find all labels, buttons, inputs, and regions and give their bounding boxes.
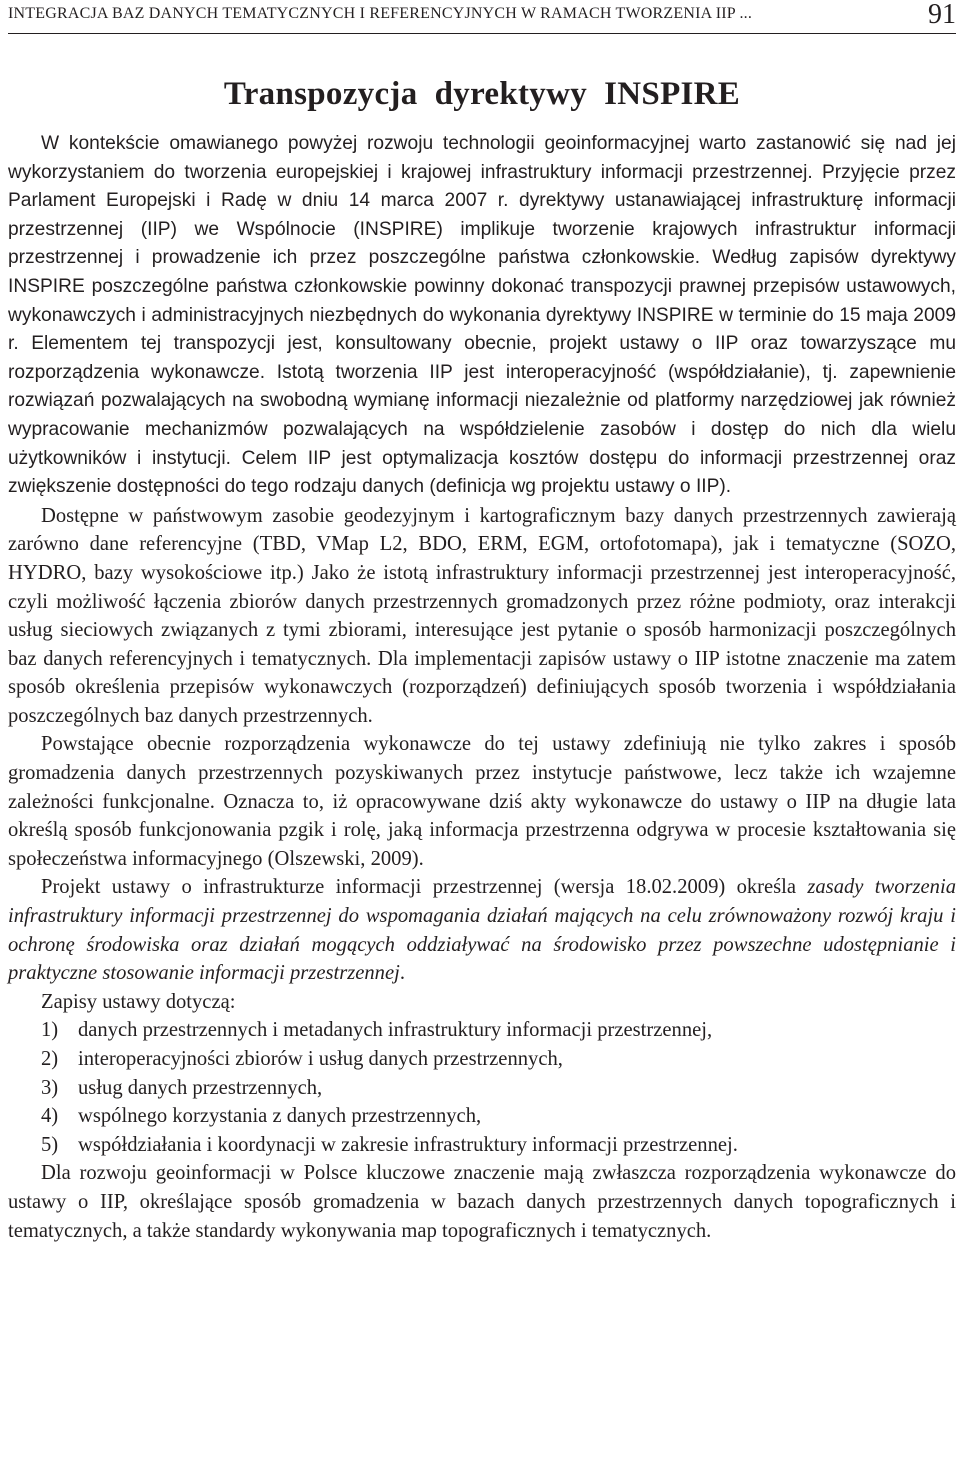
list-item-number: 2) [41, 1048, 59, 1070]
page-number: 91 [928, 0, 956, 30]
list-item-text: danych przestrzennych i metadanych infrastruktury informacji przestrzennej, [78, 1019, 713, 1042]
paragraph-1: W kontekście omawianego powyżej rozwoju technologii geoinformacyjnej warto zastanowić się nad jej wykorzystaniem do tworzenia europejskiej i krajowej infrastruktury informacji przestrzennej. Przyjęcie przez Parlament Europejski i Radę w dniu 14 marca 2007 r. dyrektywy ustanawiającej infrastrukturę informacji przestrzennej (IIP) we Wspólnocie (INSPIRE) implikuje tworzenie krajowych infrastruktur informacji przestrzennej i prowadzenie ich przez poszczególne państwa członkowskie. Według zapisów dyrektywy INSPIRE poszczególne państwa członkowskie powinny dokonać transpozycji prawnej przepisów ustawowych, wykonawczych i administracyjnych niezbędnych do wykonania dyrektywy INSPIRE w terminie do 15 maja 2009 r. Elementem tej transpozycji jest, konsultowany obecnie, projekt ustawy o IIP oraz towarzyszące mu rozporządzenia wykonawcze. Istotą tworzenia IIP jest interoperacyjność (współdziałanie), tj. zapewnienie rozwiązań pozwalających na swobodną wymianę informacji niezależnie od platformy narzędziowej jak również wypracowanie mechanizmów pozwalających na współdzielenie zasobów i dostęp do nich dla wielu użytkowników i instytucji. Celem IIP jest optymalizacja kosztów dostępu do informacji przestrzennej oraz zwiększenie dostępności do tego rodzaju danych (definicja wg projektu ustawy o IIP). [8, 133, 956, 498]
paragraph-4-end: . [399, 962, 405, 985]
scope-list [8, 1016, 956, 1159]
paragraph-2: Dostępne w państwowym zasobie geodezyjnym i kartograficznym bazy danych przestrzennych zawierają zarówno dane referencyjne (TBD, VMap L2, BDO, ERM, EGM, ortofotomapa), jak i tematyczne (SOZO, HYDRO, bazy wysokościowe itp.) Jako że istotą infrastruktury informacji przestrzennej jest interoperacyjność, czyli możliwość łączenia zbiorów danych przestrzennych gromadzonych przez różne podmioty, oraz interakcji usług sieciowych związanych z tymi zbiorami, interesujące jest pytanie o sposób harmonizacji poszczególnych baz danych referencyjnych i tematycznych. Dla implementacji zapisów ustawy o IIP istotne znaczenie ma zatem sposób określenia przepisów wykonawczych (rozporządzeń) definiujących sposób tworzenia i współdziałania poszczególnych baz danych przestrzennych. [8, 504, 956, 727]
body-text [8, 130, 956, 1245]
list-item-text: interoperacyjności zbiorów i usług danych przestrzennych, [78, 1048, 563, 1070]
list-item-number: 3) [41, 1076, 59, 1099]
paragraph-5: Zapisy ustawy dotyczą: [41, 990, 236, 1013]
list-item-text: usług danych przestrzennych, [78, 1076, 323, 1099]
list-item [8, 1074, 956, 1103]
list-item [8, 1131, 956, 1160]
paragraph-6: Dla rozwoju geoinformacji w Polsce kluczowe znaczenie mają zwłaszcza rozporządzenia wykonawcze do ustawy o IIP, określające sposób gromadzenia w bazach danych przestrzennych danych topograficznych i tematycznych, a także standardy wykonywania map topograficznych i tematycznych. [8, 1162, 956, 1242]
running-title: INTEGRACJA BAZ DANYCH TEMATYCZNYCH I REFERENCYJNYCH W RAMACH TWORZENIA IIP ... [8, 5, 753, 22]
list-item-text: współdziałania i koordynacji w zakresie infrastruktury informacji przestrzennej. [78, 1133, 738, 1156]
paragraph-3: Powstające obecnie rozporządzenia wykonawcze do tej ustawy zdefiniują nie tylko zakres i sposób gromadzenia danych przestrzennych pozyskiwanych przez instytucje państwowe, lecz także ich wzajemne zależności funkcjonalne. Oznacza to, iż opracowywane dziś akty wykonawcze do ustawy o IIP na długie lata określą sposób funkcjonowania pzgik i rolę, jaką informacja przestrzenna odgrywa w procesie kształtowania się społeczeństwa informacyjnego (Olszewski, 2009). [8, 733, 956, 870]
paragraph-4-lead: Projekt ustawy o infrastrukturze informacji przestrzennej (wersja 18.02.2009) określa [41, 876, 797, 899]
list-item-number: 5) [41, 1133, 59, 1156]
list-item-number: 4) [41, 1105, 59, 1128]
document-page [8, 0, 956, 1245]
list-item [8, 1102, 956, 1131]
paragraph-4-italic: zasady tworzenia infrastruktury informacji przestrzennej do wspomagania działań mających na celu zrównoważony rozwój kraju i ochronę środowiska oraz działań mogących oddziaływać na środowisko przez powszechne udostępnianie i praktyczne stosowanie informacji przestrzennej [8, 876, 956, 985]
list-item-text: wspólnego korzystania z danych przestrzennych, [78, 1105, 482, 1128]
running-header [8, 0, 956, 34]
paragraph-4 [8, 873, 956, 987]
list-item [8, 1045, 956, 1074]
list-item-number: 1) [41, 1019, 59, 1042]
list-item [8, 1016, 956, 1045]
section-title: Transpozycja dyrektywy INSPIRE [223, 76, 741, 112]
